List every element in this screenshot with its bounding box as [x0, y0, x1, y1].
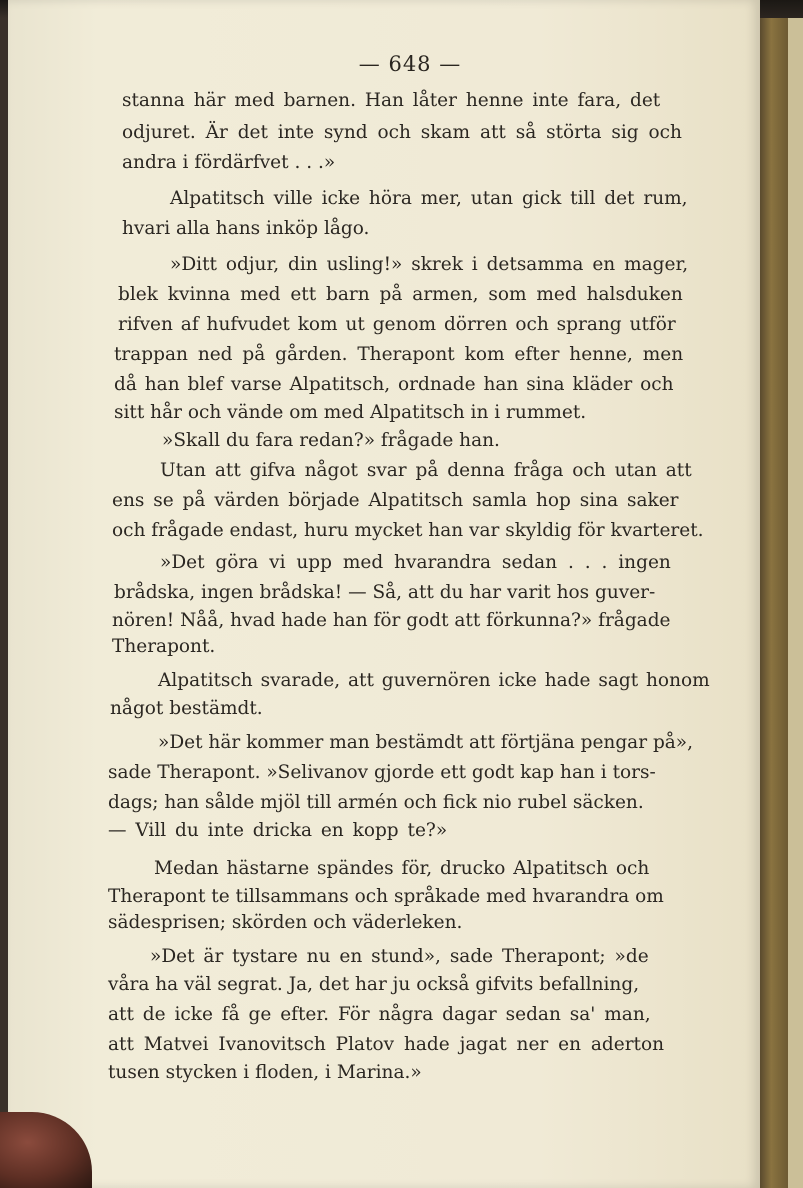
page-number: — 648 —	[358, 52, 462, 76]
text-line: ens se på värden började Alpatitsch samla hop sina saker	[112, 490, 679, 511]
text-line: — Vill du inte dricka en kopp te?»	[108, 820, 448, 841]
text-line: »Det göra vi upp med hvarandra sedan . . . ingen	[160, 552, 671, 573]
text-line: Therapont.	[112, 636, 216, 657]
text-line: våra ha väl segrat. Ja, det har ju också gifvits befallning,	[108, 974, 640, 995]
text-line: Utan att gifva något svar på denna fråga och utan att	[160, 460, 692, 481]
text-line: nören! Nåå, hvad hade han för godt att förkunna?» frågade	[112, 610, 671, 631]
text-line: hvari alla hans inköp lågo.	[122, 218, 370, 239]
text-line: tusen stycken i floden, i Marina.»	[108, 1062, 422, 1083]
text-line: dags; han sålde mjöl till armén och fick nio rubel säcken.	[108, 792, 644, 813]
text-line: blek kvinna med ett barn på armen, som med halsduken	[118, 284, 683, 305]
book-edge	[760, 18, 788, 1188]
text-line: brådska, ingen brådska! — Så, att du har varit hos guver-	[114, 582, 656, 603]
text-line: att Matvei Ivanovitsch Platov hade jagat ner en aderton	[108, 1034, 665, 1055]
text-line: andra i fördärfvet . . .»	[122, 152, 336, 173]
text-line: Medan hästarne spändes för, drucko Alpatitsch och	[154, 858, 650, 879]
text-line: något bestämdt.	[110, 698, 263, 719]
text-line: »Det är tystare nu en stund», sade Therapont; »de	[150, 946, 649, 967]
text-line: Alpatitsch svarade, att guvernören icke hade sagt honom	[158, 670, 710, 691]
text-line: »Det här kommer man bestämdt att förtjäna pengar på»,	[158, 732, 694, 753]
text-line: Therapont te tillsammans och språkade med hvarandra om	[108, 886, 664, 907]
text-line: rifven af hufvudet kom ut genom dörren och sprang utför	[118, 314, 676, 335]
text-line: sädesprisen; skörden och väderleken.	[108, 912, 463, 933]
text-line: »Skall du fara redan?» frågade han.	[162, 430, 500, 451]
text-line: Alpatitsch ville icke höra mer, utan gick till det rum,	[170, 188, 688, 209]
text-line: trappan ned på gården. Therapont kom efter henne, men	[114, 344, 684, 365]
text-line: »Ditt odjur, din usling!» skrek i detsamma en mager,	[170, 254, 689, 275]
text-line: stanna här med barnen. Han låter henne inte fara, det	[122, 90, 661, 111]
text-line: och frågade endast, huru mycket han var skyldig för kvarteret.	[112, 520, 704, 541]
text-line: sade Therapont. »Selivanov gjorde ett godt kap han i tors-	[108, 762, 656, 783]
next-page-strip	[788, 18, 803, 1188]
text-line: odjuret. Är det inte synd och skam att så störta sig och	[122, 122, 682, 143]
text-line: att de icke få ge efter. För några dagar sedan sa' man,	[108, 1004, 651, 1025]
text-line: då han blef varse Alpatitsch, ordnade han sina kläder och	[114, 374, 674, 395]
text-line: sitt hår och vände om med Alpatitsch in i rummet.	[114, 402, 587, 423]
